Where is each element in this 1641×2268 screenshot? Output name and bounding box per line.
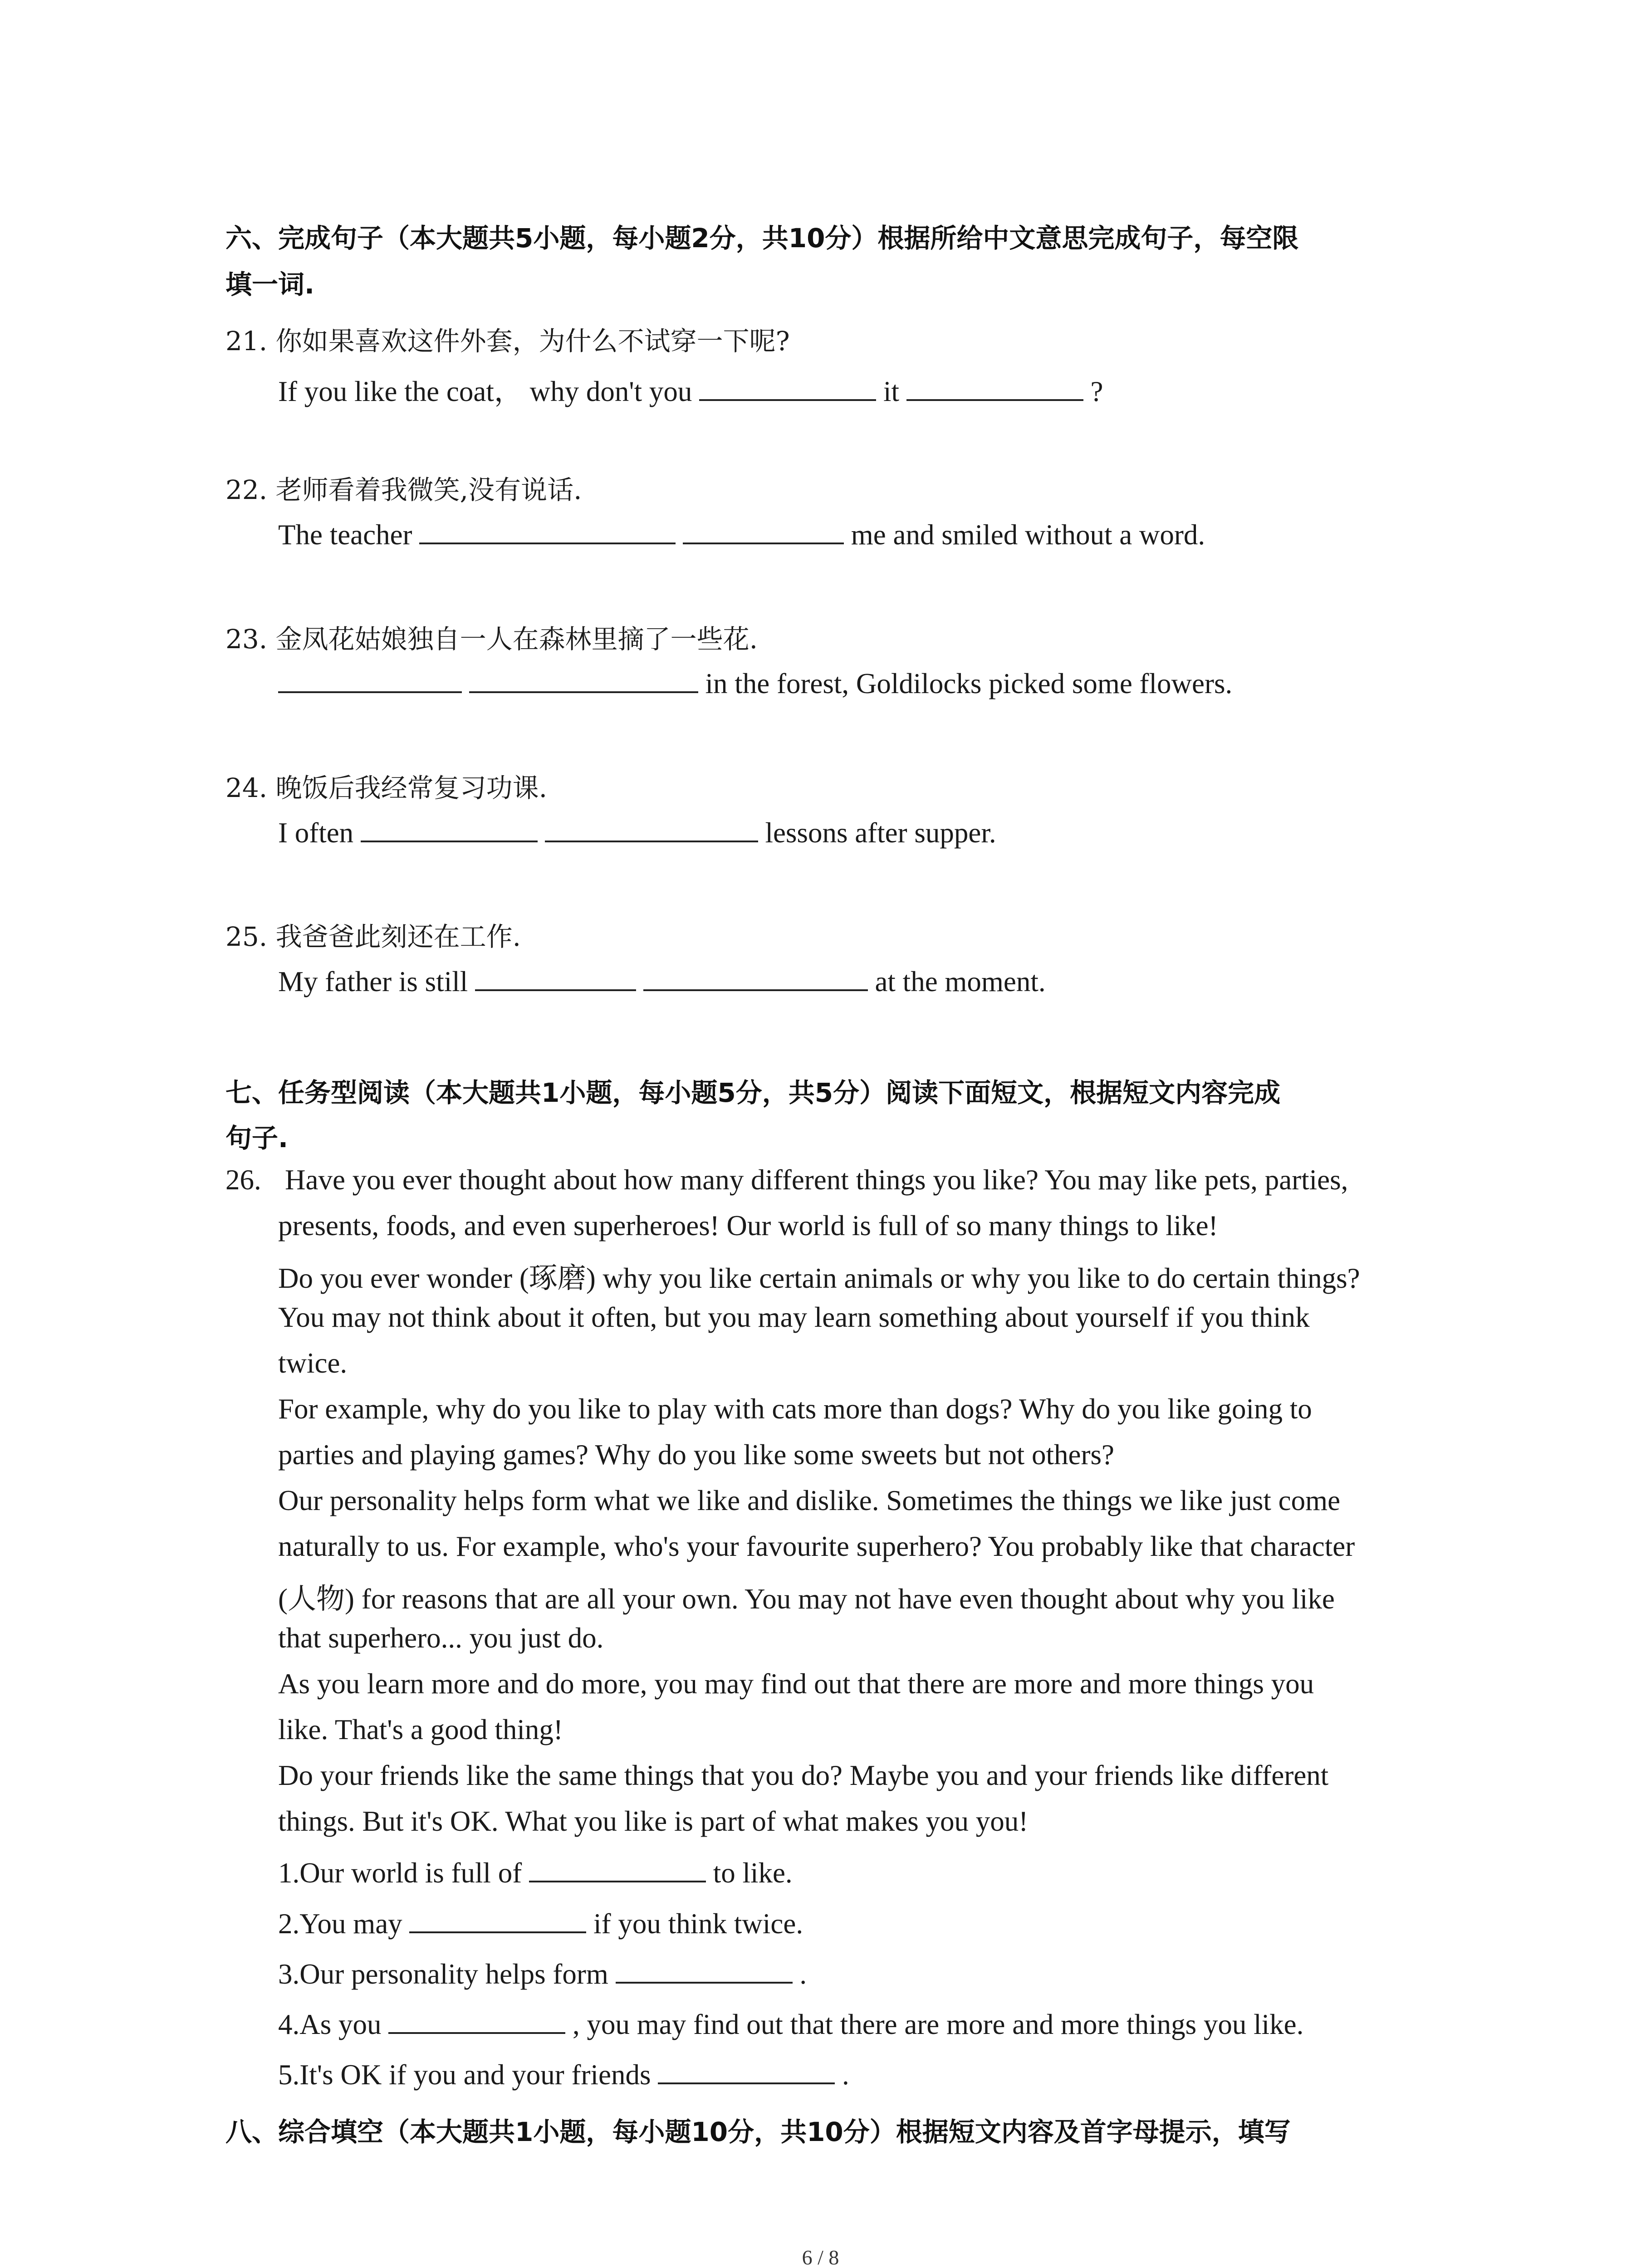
- q26-passage-line: As you learn more and do more, you may find out that there are more and more things you: [278, 1668, 1314, 1700]
- q26-passage-line: Our personality helps form what we like and dislike. Sometimes the things we like just come: [278, 1485, 1341, 1516]
- q22-english: The teacher me and smiled without a word.: [278, 517, 1205, 552]
- answer-blank[interactable]: [278, 666, 462, 693]
- q26-passage-line: (人物) for reasons that are all your own. You may not have even thought about why you like: [278, 1583, 1335, 1615]
- q26-passage-line: You may not think about it often, but you may learn something about yourself if you think: [278, 1301, 1310, 1333]
- q23-chinese: 23. 金凤花姑娘独自一人在森林里摘了一些花.: [225, 624, 758, 655]
- q26-item: 4.As you , you may find out that there are more and more things you like.: [278, 2007, 1303, 2041]
- q25-chinese: 25. 我爸爸此刻还在工作.: [225, 921, 521, 952]
- q26-item: 3.Our personality helps form .: [278, 1956, 807, 1991]
- q24-chinese: 24. 晚饭后我经常复习功课.: [225, 772, 548, 803]
- q26-item: 2.You may if you think twice.: [278, 1906, 803, 1941]
- answer-blank[interactable]: [469, 666, 698, 693]
- q26-item: 5.It's OK if you and your friends .: [278, 2057, 849, 2092]
- q26-passage-line: like. That's a good thing!: [278, 1714, 563, 1745]
- answer-blank[interactable]: [419, 517, 676, 544]
- q26-number: 26.: [225, 1164, 261, 1196]
- q26-passage-line: things. But it's OK. What you like is part of what makes you you!: [278, 1805, 1029, 1837]
- page-number: 6 / 8: [802, 2246, 839, 2268]
- q26-passage-line: that superhero... you just do.: [278, 1622, 604, 1654]
- section-7-heading-line1: 七、任务型阅读（本大题共1小题，每小题5分，共5分）阅读下面短文，根据短文内容完成: [225, 1077, 1281, 1108]
- answer-blank[interactable]: [361, 815, 538, 842]
- section-6-heading-line2: 填一词.: [225, 269, 315, 300]
- q22-chinese: 22. 老师看着我微笑,没有说话.: [225, 474, 582, 505]
- q26-passage-line: naturally to us. For example, who's your favourite superhero? You probably like that character: [278, 1530, 1355, 1562]
- answer-blank[interactable]: [616, 1956, 793, 1984]
- q26-passage-line: presents, foods, and even superheroes! Our world is full of so many things to like!: [278, 1210, 1218, 1242]
- q26-passage-line: Have you ever thought about how many different things you like? You may like pets, parties,: [285, 1164, 1348, 1196]
- answer-blank[interactable]: [643, 964, 868, 991]
- q25-english: My father is still at the moment.: [278, 964, 1046, 998]
- answer-blank[interactable]: [906, 374, 1083, 401]
- answer-blank[interactable]: [388, 2007, 565, 2034]
- answer-blank[interactable]: [475, 964, 636, 991]
- answer-blank[interactable]: [529, 1855, 706, 1882]
- q21-chinese: 21. 你如果喜欢这件外套，为什么不试穿一下呢?: [225, 326, 790, 357]
- q26-passage-line: parties and playing games? Why do you like some sweets but not others?: [278, 1439, 1114, 1471]
- q26-item: 1.Our world is full of to like.: [278, 1855, 793, 1890]
- q26-passage-line: Do you ever wonder (琢磨) why you like certain animals or why you like to do certain things?: [278, 1262, 1360, 1294]
- q24-english: I often lessons after supper.: [278, 815, 996, 850]
- q26-passage-line: twice.: [278, 1347, 348, 1379]
- answer-blank[interactable]: [683, 517, 844, 544]
- section-6-heading-line1: 六、完成句子（本大题共5小题，每小题2分，共10分）根据所给中文意思完成句子，每空限: [225, 223, 1299, 254]
- section-7-heading-line2: 句子.: [225, 1123, 289, 1154]
- answer-blank[interactable]: [545, 815, 758, 842]
- q26-passage-line: For example, why do you like to play with cats more than dogs? Why do you like going to: [278, 1393, 1312, 1425]
- answer-blank[interactable]: [409, 1906, 586, 1933]
- q26-passage-line: Do your friends like the same things that you do? Maybe you and your friends like different: [278, 1760, 1329, 1791]
- answer-blank[interactable]: [658, 2057, 835, 2084]
- section-8-heading-line1: 八、综合填空（本大题共1小题，每小题10分，共10分）根据短文内容及首字母提示，填写: [225, 2116, 1291, 2147]
- answer-blank[interactable]: [699, 374, 876, 401]
- q23-english: in the forest, Goldilocks picked some flowers.: [278, 666, 1232, 700]
- q21-english: If you like the coat， why don't you it ?: [278, 368, 1103, 410]
